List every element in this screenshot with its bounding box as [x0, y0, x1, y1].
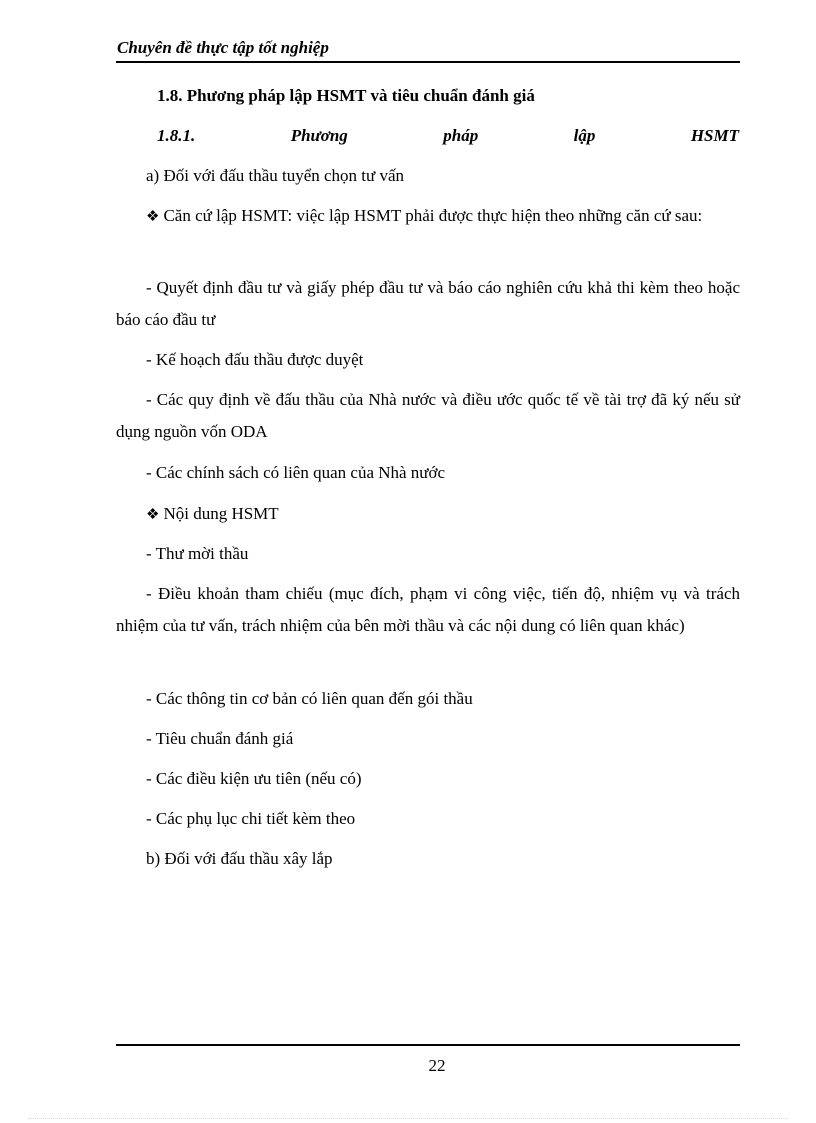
list-item: - Các chính sách có liên quan của Nhà nước — [146, 463, 446, 482]
paragraph-a: a) Đối với đấu thầu tuyển chọn tư vấn — [146, 166, 405, 185]
header-rule — [116, 61, 740, 63]
subsection-word: lập — [573, 126, 596, 145]
subsection-word: Phương — [290, 126, 348, 145]
paragraph-bases — [116, 200, 740, 233]
paragraph-text: Nội dung HSMT — [163, 504, 279, 523]
list-item: - Các thông tin cơ bản có liên quan đến gói thầu — [146, 689, 473, 708]
diamond-bullet-icon: ❖ — [146, 209, 160, 225]
diamond-bullet-icon: ❖ — [146, 507, 160, 523]
paragraph-text: Căn cứ lập HSMT: việc lập HSMT phải được thực hiện theo những căn cứ sau: — [163, 206, 703, 225]
subsection-word: pháp — [443, 126, 479, 145]
section-heading: 1.8. Phương pháp lập HSMT và tiêu chuẩn đánh giá — [157, 86, 535, 105]
page-header-title: Chuyên đề thực tập tốt nghiệp — [117, 38, 329, 57]
list-item: - Thư mời thầu — [146, 544, 249, 563]
paragraph-b: b) Đối với đấu thầu xây lắp — [146, 849, 333, 868]
subsection-word: 1.8.1. — [157, 126, 196, 145]
list-item: - Tiêu chuẩn đánh giá — [146, 729, 294, 748]
page-number: 22 — [428, 1056, 446, 1075]
list-item: - Các quy định về đấu thầu của Nhà nước và điều ước quốc tế về tài trợ đã ký nếu sử dụng nguồn vốn ODA — [116, 390, 740, 441]
page-edge-divider — [28, 1118, 788, 1119]
subsection-heading — [157, 126, 739, 146]
list-item: - Các phụ lục chi tiết kèm theo — [146, 809, 356, 828]
list-item: - Điều khoản tham chiếu (mục đích, phạm vi công việc, tiến độ, nhiệm vụ và trách nhiệm của tư vấn, trách nhiệm của bên mời thầu và các nội dung có liên quan khác) — [116, 584, 740, 635]
list-item: - Quyết định đầu tư và giấy phép đầu tư và báo cáo nghiên cứu khả thi kèm theo hoặc báo cáo đầu tư — [116, 278, 740, 329]
subsection-word: HSMT — [690, 126, 739, 145]
list-item: - Các điều kiện ưu tiên (nếu có) — [146, 769, 362, 788]
list-item: - Kế hoạch đấu thầu được duyệt — [146, 350, 364, 369]
footer-rule — [116, 1044, 740, 1046]
paragraph-content — [116, 498, 740, 531]
